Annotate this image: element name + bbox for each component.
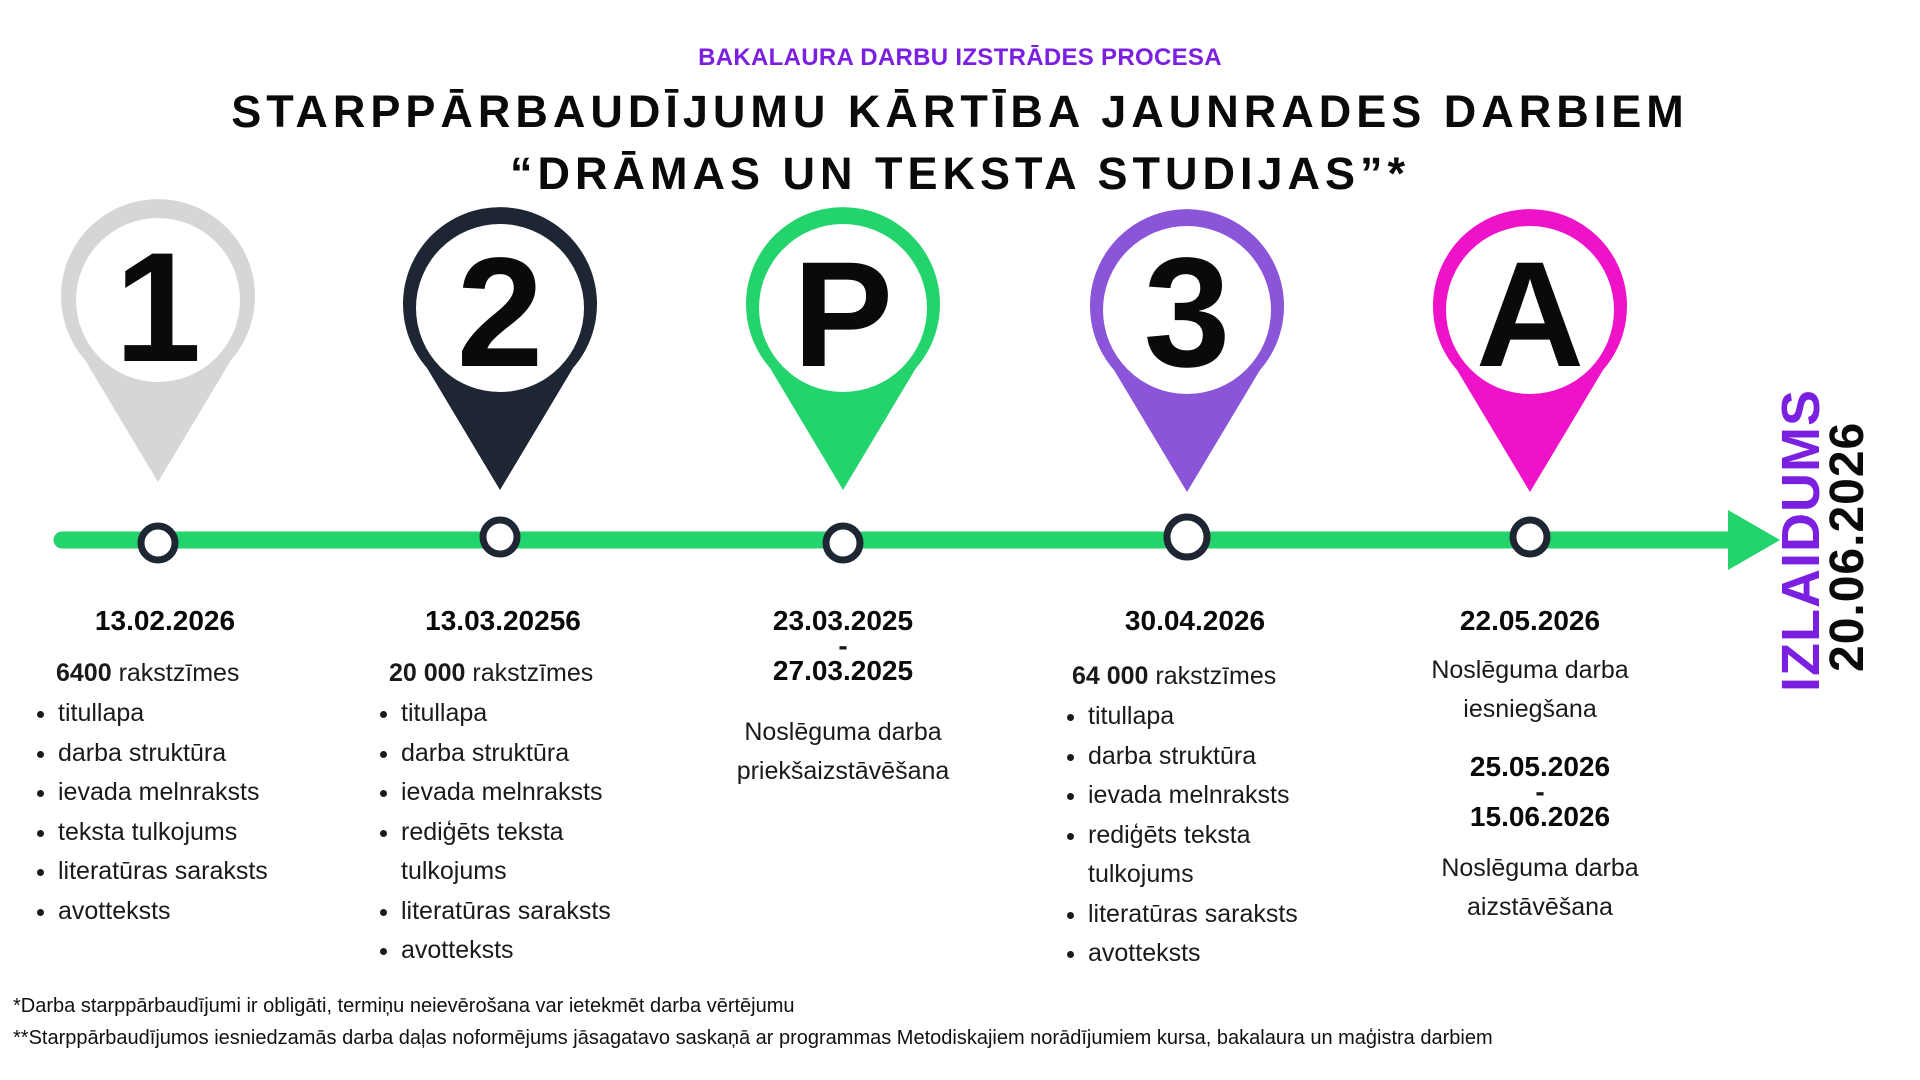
pin-3 xyxy=(1090,209,1284,492)
milestone-3-chars-label: rakstzīmes xyxy=(1148,662,1277,690)
milestone-p-dash: - xyxy=(838,630,848,661)
milestone-3-date: 30.04.2026 xyxy=(1124,605,1266,636)
milestone-a-description xyxy=(1400,651,1660,729)
page-subtitle: BAKALAURA DARBU IZSTRĀDES PROCESA xyxy=(698,44,1222,71)
pin-1-label: 1 xyxy=(114,221,202,395)
pin-p-label: P xyxy=(792,230,894,398)
milestone-3-chars-num: 64 000 xyxy=(1072,662,1149,690)
list-item: • titullapa xyxy=(1088,697,1330,737)
milestone-2 xyxy=(373,605,633,971)
milestone-p-date-from: 23.03.2025 xyxy=(772,605,914,636)
list-item: • ievada melnraksts xyxy=(1088,776,1330,816)
milestone-a-defense-dates xyxy=(1400,751,1660,833)
list-item: • literatūras saraksts xyxy=(58,852,300,892)
timeline-dot-1 xyxy=(141,526,175,560)
milestone-2-chars-label: rakstzīmes xyxy=(465,659,594,687)
release-date: 20.06.2026 xyxy=(1821,421,1874,672)
milestone-a-description2 xyxy=(1400,849,1660,927)
milestone-3-list xyxy=(1060,697,1330,974)
list-item: • titullapa xyxy=(401,694,633,734)
milestone-1-chars-label: rakstzīmes xyxy=(111,659,240,687)
milestone-1-list xyxy=(30,694,300,931)
footnote-1: *Darba starppārbaudījumi ir obligāti, termiņu neievērošana var ietekmēt darba vērtējumu xyxy=(13,995,795,1017)
pin-p xyxy=(746,207,940,490)
milestone-a-date2-from: 25.05.2026 xyxy=(1469,751,1611,782)
timeline-dot-4 xyxy=(1167,517,1207,557)
milestone-2-list xyxy=(373,694,633,971)
release-block xyxy=(1770,372,1910,712)
pin-a xyxy=(1433,209,1627,492)
milestone-a-description2-line1: Noslēguma darba xyxy=(1441,854,1639,882)
milestone-2-chars xyxy=(373,659,633,688)
timeline-dot-2 xyxy=(483,520,517,554)
milestone-1 xyxy=(30,605,300,931)
list-item: • darba struktūra xyxy=(58,734,300,774)
page-title-line1: STARPPĀRBAUDĪJUMU KĀRTĪBA JAUNRADES DARBIEM xyxy=(231,86,1689,137)
list-item: • ievada melnraksts xyxy=(401,773,633,813)
list-item: • darba struktūra xyxy=(1088,737,1330,777)
milestone-p-description xyxy=(703,713,983,791)
list-item: • literatūras saraksts xyxy=(1088,895,1330,935)
milestone-p xyxy=(703,605,983,791)
pin-3-label: 3 xyxy=(1143,226,1231,400)
pin-2-label: 2 xyxy=(456,226,544,400)
milestone-a-description2-line2: aizstāvēšana xyxy=(1467,893,1613,921)
list-item: • rediģēts teksta tulkojums xyxy=(401,813,633,892)
page-title-line2: “DRĀMAS UN TEKSTA STUDIJAS”* xyxy=(509,148,1411,199)
release-label: IZLAIDUMS xyxy=(1771,389,1831,692)
milestone-a-date: 22.05.2026 xyxy=(1459,605,1601,636)
milestone-3-chars xyxy=(1060,662,1330,691)
list-item: • avotteksts xyxy=(401,931,633,971)
milestone-p-description-line1: Noslēguma darba xyxy=(744,718,942,746)
milestone-2-date: 13.03.20256 xyxy=(425,605,581,636)
milestone-a xyxy=(1400,605,1660,927)
milestone-a-description-line1: Noslēguma darba xyxy=(1431,656,1629,684)
milestone-1-chars-num: 6400 xyxy=(56,659,112,687)
milestone-a-description-line2: iesniegšana xyxy=(1463,695,1597,723)
list-item: • darba struktūra xyxy=(401,734,633,774)
milestone-1-date: 13.02.2026 xyxy=(94,605,236,636)
milestone-1-chars xyxy=(30,659,300,688)
milestone-p-description-line2: priekšaizstāvēšana xyxy=(736,757,950,785)
list-item: • rediģēts teksta tulkojums xyxy=(1088,816,1330,895)
timeline-dot-5 xyxy=(1513,520,1547,554)
milestone-p-date-to: 27.03.2025 xyxy=(772,655,914,686)
milestone-2-chars-num: 20 000 xyxy=(389,659,466,687)
pin-a-label: A xyxy=(1475,230,1585,398)
list-item: • literatūras saraksts xyxy=(401,892,633,932)
pin-1 xyxy=(61,199,255,482)
list-item: • avotteksts xyxy=(1088,934,1330,974)
milestone-a-date2-to: 15.06.2026 xyxy=(1469,801,1611,832)
footnote-2: **Starppārbaudījumos iesniedzamās darba daļas noformējums jāsagatavo saskaņā ar programmas Metodiskajiem norādījumiem kursa, bakalaura un maģistra darbiem xyxy=(13,1027,1493,1049)
list-item: • ievada melnraksts xyxy=(58,773,300,813)
timeline-dot-3 xyxy=(826,526,860,560)
milestone-a-dash: - xyxy=(1535,776,1545,807)
list-item: • titullapa xyxy=(58,694,300,734)
list-item: • teksta tulkojums xyxy=(58,813,300,853)
pin-2 xyxy=(403,207,597,490)
milestone-3 xyxy=(1060,605,1330,974)
list-item: • avotteksts xyxy=(58,892,300,932)
